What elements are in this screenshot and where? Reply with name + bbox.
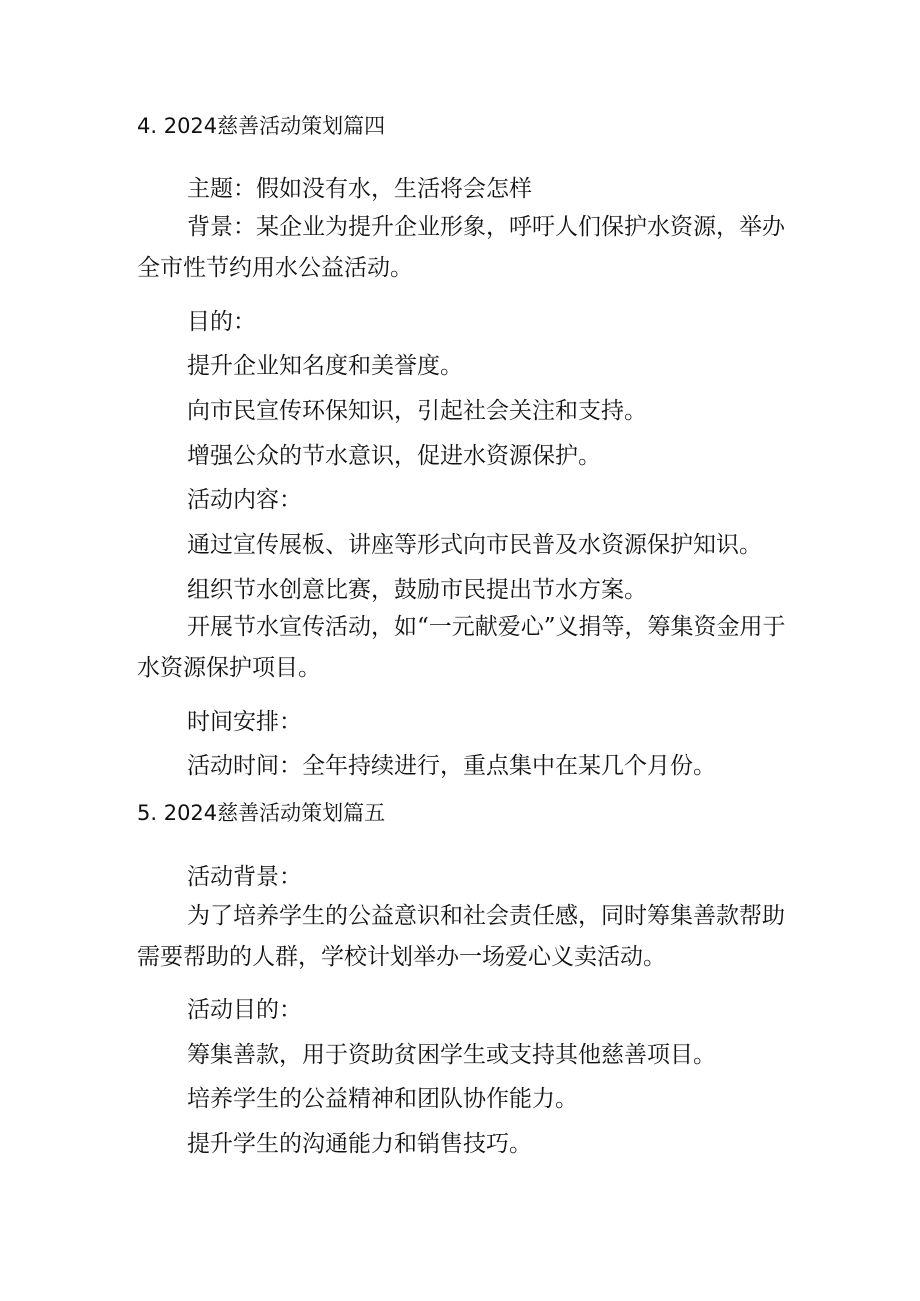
section-4-purpose-label: 目的：	[187, 309, 256, 335]
section-4-content-item: 组织节水创意比赛，鼓励市民提出节水方案。	[187, 577, 647, 603]
section-5-purpose-item: 提升学生的沟通能力和销售技巧。	[187, 1131, 532, 1157]
section-4-content-label: 活动内容：	[187, 487, 302, 513]
section-5-purpose-item: 筹集善款，用于资助贫困学生或支持其他慈善项目。	[187, 1042, 716, 1068]
section-4-purpose-item: 提升企业知名度和美誉度。	[187, 353, 463, 379]
section-5-purpose-label: 活动目的：	[187, 997, 302, 1023]
section-5-purpose-item: 培养学生的公益精神和团队协作能力。	[187, 1086, 578, 1112]
section-4-content-item: 通过宣传展板、讲座等形式向市民普及水资源保护知识。	[187, 532, 762, 558]
section-4-theme: 主题：假如没有水，生活将会怎样	[187, 176, 532, 202]
section-4-schedule-label: 时间安排：	[187, 709, 302, 735]
section-5-background-label: 活动背景：	[187, 864, 302, 890]
section-5-background: 为了培养学生的公益意识和社会责任感，同时筹集善款帮助需要帮助的人群，学校计划举办一场爱心义卖活动。	[137, 903, 785, 970]
section-4-content-long: 开展节水宣传活动，如“一元献爱心”义捐等，筹集资金用于水资源保护项目。	[137, 614, 786, 681]
section-4-schedule: 活动时间：全年持续进行，重点集中在某几个月份。	[187, 753, 716, 779]
section-5-heading: 5. 2024慈善活动策划篇五	[137, 801, 386, 825]
section-4-purpose-item: 向市民宣传环保知识，引起社会关注和支持。	[187, 398, 647, 424]
section-4-background: 背景：某企业为提升企业形象，呼吁人们保护水资源，举办全市性节约用水公益活动。	[137, 214, 785, 281]
section-4-purpose-item: 增强公众的节水意识，促进水资源保护。	[187, 443, 601, 469]
section-4-heading: 4. 2024慈善活动策划篇四	[137, 114, 386, 138]
